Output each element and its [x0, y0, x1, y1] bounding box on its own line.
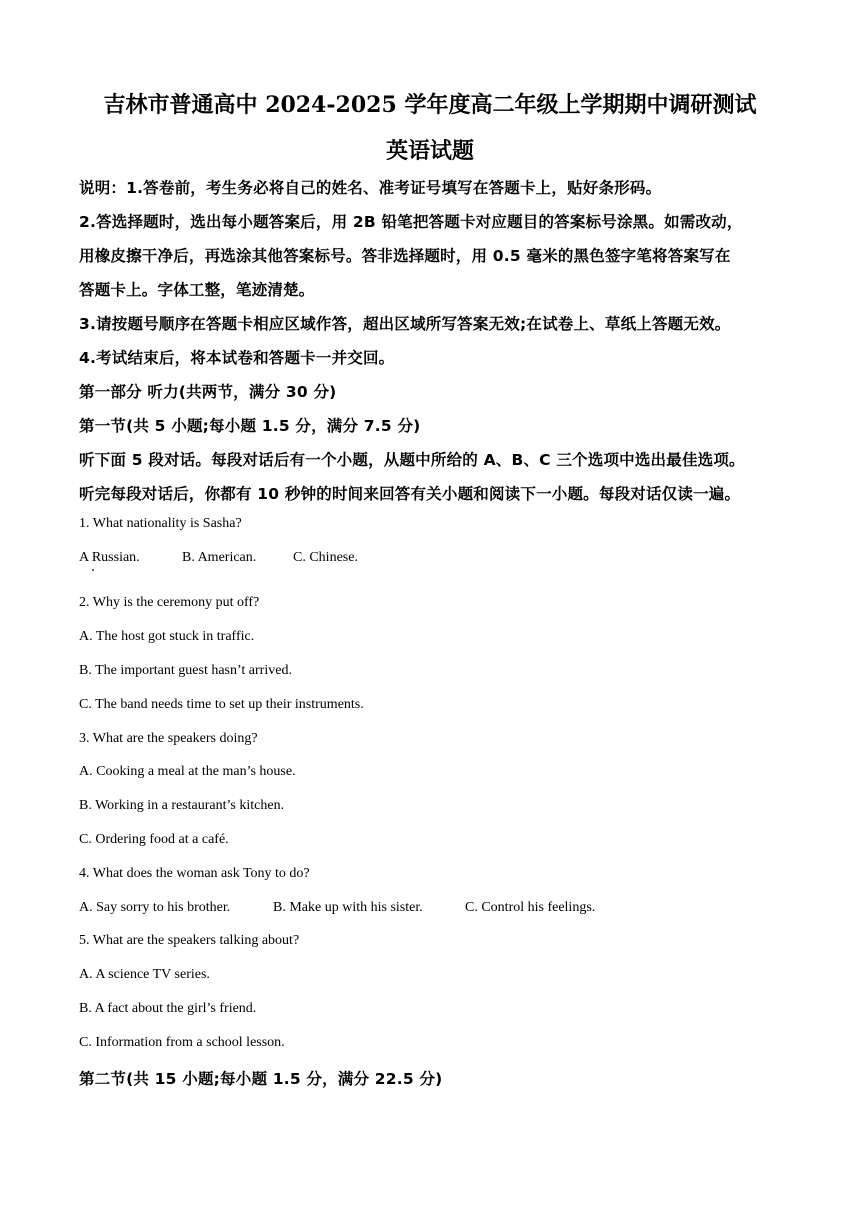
question-4: 4. What does the woman ask Tony to do? — [79, 866, 310, 881]
instruction-line-3: 用橡皮擦干净后，再选涂其他答案标号。答非选择题时，用 0.5 毫米的黑色签字笔将答案写在 — [79, 247, 731, 265]
part1-heading: 第一部分 听力(共两节，满分 30 分) — [79, 383, 337, 401]
section2-heading: 第二节(共 15 小题;每小题 1.5 分，满分 22.5 分) — [79, 1070, 443, 1088]
instruction-line-6: 4.考试结束后，将本试卷和答题卡一并交回。 — [79, 349, 395, 367]
question-2: 2. Why is the ceremony put off? — [79, 595, 260, 610]
q5-option-a: A. A science TV series. — [79, 967, 210, 982]
q3-option-c: C. Ordering food at a café. — [79, 832, 229, 847]
q4-option-c: C. Control his feelings. — [465, 900, 596, 915]
stray-dot-mark — [92, 569, 94, 571]
q3-option-a: A. Cooking a meal at the man’s house. — [79, 764, 296, 779]
q4-option-b: B. Make up with his sister. — [273, 900, 423, 915]
q1-option-a: A Russian. — [79, 550, 140, 565]
q2-option-c: C. The band needs time to set up their instruments. — [79, 697, 364, 712]
instruction-line-4: 答题卡上。字体工整，笔迹清楚。 — [79, 281, 315, 299]
q3-option-b: B. Working in a restaurant’s kitchen. — [79, 798, 285, 813]
q5-option-b: B. A fact about the girl’s friend. — [79, 1001, 257, 1016]
exam-title: 吉林市普通高中 2024-2025 学年度高二年级上学期期中调研测试 — [103, 92, 757, 118]
q2-option-a: A. The host got stuck in traffic. — [79, 629, 255, 644]
q4-option-a: A. Say sorry to his brother. — [79, 900, 231, 915]
directions-line-1: 听下面 5 段对话。每段对话后有一个小题，从题中所给的 A、B、C 三个选项中选出最佳选项。 — [79, 451, 745, 469]
directions-line-2: 听完每段对话后，你都有 10 秒钟的时间来回答有关小题和阅读下一小题。每段对话仅读一遍。 — [79, 485, 741, 503]
q2-option-b: B. The important guest hasn’t arrived. — [79, 663, 292, 678]
question-3: 3. What are the speakers doing? — [79, 731, 258, 746]
q1-option-b: B. American. — [182, 550, 257, 565]
exam-subtitle: 英语试题 — [385, 138, 474, 164]
question-5: 5. What are the speakers talking about? — [79, 933, 300, 948]
section1-heading: 第一节(共 5 小题;每小题 1.5 分，满分 7.5 分) — [79, 417, 421, 435]
question-1: 1. What nationality is Sasha? — [79, 516, 242, 531]
q5-option-c: C. Information from a school lesson. — [79, 1035, 285, 1050]
instruction-line-5: 3.请按题号顺序在答题卡相应区域作答，超出区域所写答案无效;在试卷上、草纸上答题无效。 — [79, 315, 731, 333]
instruction-line-1: 说明：1.答卷前，考生务必将自己的姓名、准考证号填写在答题卡上，贴好条形码。 — [79, 179, 662, 197]
instruction-line-2: 2.答选择题时，选出每小题答案后，用 2B 铅笔把答题卡对应题目的答案标号涂黑。如需改动， — [79, 213, 743, 231]
q1-option-c: C. Chinese. — [293, 550, 358, 565]
